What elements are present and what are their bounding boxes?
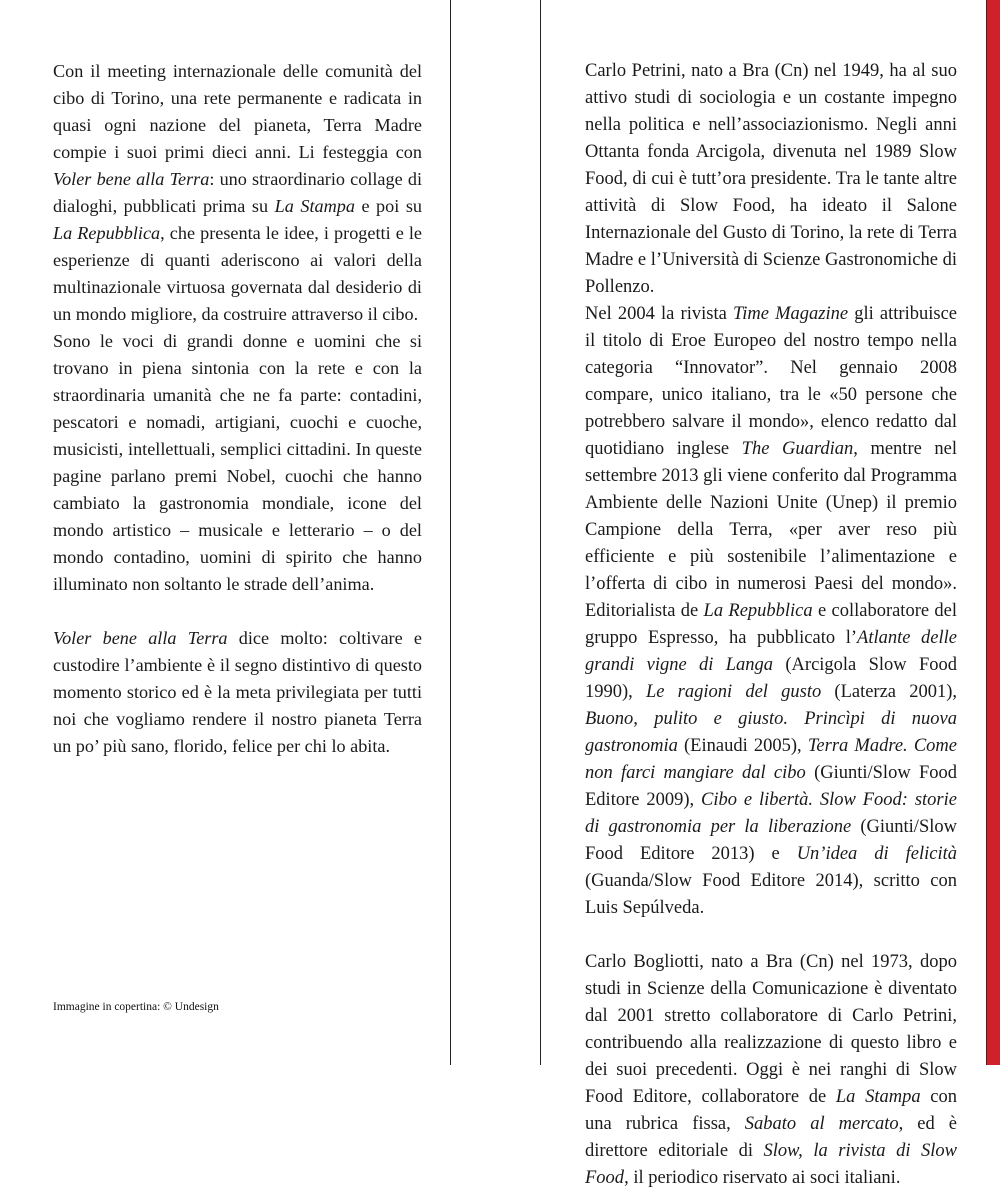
right-paragraph-2: Nel 2004 la rivista Time Magazine gli attribuisce il titolo di Eroe Europeo del nostro tempo nella categoria “Innovator”. Nel gennaio 2008 compare, unico italiano, tra le «50 persone che potrebbero salvare il mondo», elenco redatto dal quotidiano inglese The Guardian, mentre nel settembre 2013 gli viene conferito dal Programma Ambiente delle Nazioni Unite (Unep) il premio Campione della Terra, «per aver reso più efficiente e più sostenibile l’alimentazione e l’offerta di cibo in numerosi Paesi del mondo». Editorialista de La Repubblica e collaboratore del gruppo Espresso, ha pubblicato l’Atlante delle grandi vigne di Langa (Arcigola Slow Food 1990), Le ragioni del gusto (Laterza 2001), Buono, pulito e giusto. Princìpi di nuova gastronomia (Einaudi 2005), Terra Madre. Come non farci mangiare dal cibo (Giunti/Slow Food Editore 2009), Cibo e libertà. Slow Food: storie di gastronomia per la liberazione (Giunti/Slow Food Editore 2013) e Un’idea di felicità (Guanda/Slow Food Editore 2014), scritto con Luis Sepúlveda. bbox=[585, 304, 957, 918]
paragraph-gap bbox=[53, 598, 422, 625]
rp3-lastampa: La Stampa bbox=[835, 1087, 921, 1107]
lp1-c: e poi su bbox=[354, 196, 422, 216]
rp2-guardian: The Guardian bbox=[741, 439, 854, 459]
rp2-atlante: Atlante delle grandi vigne di Langa bbox=[585, 628, 957, 675]
right-paragraph-1: Carlo Petrini, nato a Bra (Cn) nel 1949, ha al suo attivo studi di sociologia e un costante impegno nella politica e nell’associazionismo. Negli anni Ottanta fonda Arcigola, divenuta nel 1989 Slow Food, di cui è tutt’ora presidente. Tra le tante altre attività di Slow Food, ha ideato il Salone Internazionale del Gusto di Torino, la rete di Terra Madre e l’Università di Scienze Gastronomiche di Pollenzo. bbox=[585, 61, 957, 297]
lp1-lastampa: La Stampa bbox=[274, 196, 355, 216]
left-page-text bbox=[53, 58, 422, 760]
rp3-sabato: Sabato al mercato bbox=[744, 1114, 899, 1134]
cover-image-credit: Immagine in copertina: © Undesign bbox=[53, 1001, 219, 1013]
lp3-title: Voler bene alla Terra bbox=[53, 628, 228, 648]
lp1-b: : uno straordinario collage di dialoghi, pubblicati prima su bbox=[53, 169, 422, 216]
right-page-text bbox=[585, 58, 957, 1192]
lp1-title: Voler bene alla Terra bbox=[53, 169, 210, 189]
lp1-d: , che presenta le idee, i progetti e le esperienze di quanti aderiscono ai valori della multinazionale virtuosa governata dal desiderio di un mondo migliore, da costruire attraverso il cibo. bbox=[53, 223, 422, 324]
rp2-buono: Buono, pulito e giusto. Princìpi di nuova gastronomia bbox=[585, 709, 957, 756]
paragraph-gap bbox=[585, 922, 957, 949]
rp2-terra-madre: Terra Madre. Come non farci mangiare dal cibo bbox=[585, 736, 957, 783]
left-paragraph-3: Voler bene alla Terra dice molto: coltivare e custodire l’ambiente è il segno distintivo di questo momento storico ed è la meta privilegiata per tutti noi che vogliamo rendere il nostro pianeta Terra un po’ più sano, florido, felice per chi lo abita. bbox=[53, 628, 422, 756]
rp2-repubblica: La Repubblica bbox=[703, 601, 813, 621]
left-paragraph-2: Sono le voci di grandi donne e uomini che si trovano in piena sintonia con la rete e con la straordinaria umanità che ne fa parte: contadini, pescatori e nomadi, artigiani, cuochi e cuoche, musicisti, intellettuali, semplici cittadini. In queste pagine parlano premi Nobel, cuochi che hanno cambiato la gastronomia mondiale, icone del mondo artistico – musicale e letterario – o del mondo contadino, uomini di spirito che hanno illuminato non soltanto le strade dell’anima. bbox=[53, 331, 422, 594]
rp2-time: Time Magazine bbox=[732, 304, 849, 324]
lp1-a: Con il meeting internazionale delle comunità del cibo di Torino, una rete permanente e radicata in quasi ogni nazione del pianeta, Terra Madre compie i suoi primi dieci anni. Li festeggia con bbox=[53, 61, 422, 162]
rp3-slow: Slow, la rivista di Slow Food bbox=[585, 1141, 957, 1188]
gutter bbox=[451, 0, 539, 1065]
rp2-idea: Un’idea di felicità bbox=[796, 844, 957, 864]
left-paragraph-1 bbox=[53, 58, 422, 328]
rp2-ragioni: Le ragioni del gusto bbox=[645, 682, 822, 702]
lp1-repubblica: La Repubblica bbox=[53, 223, 161, 243]
right-paragraph-3: Carlo Bogliotti, nato a Bra (Cn) nel 1973, dopo studi in Scienze della Comunicazione è diventato dal 2001 stretto collaboratore di Carlo Petrini, contribuendo alla realizzazione di questo libro e dei suoi precedenti. Oggi è nei ranghi di Slow Food Editore, collaboratore de La Stampa con una rubrica fissa, Sabato al mercato, ed è direttore editoriale di Slow, la rivista di Slow Food, il periodico riservato ai soci italiani. bbox=[585, 952, 957, 1188]
red-cover-edge bbox=[987, 0, 1000, 1065]
rp2-cibo: Cibo e libertà. Slow Food: storie di gastronomia per la liberazione bbox=[585, 790, 957, 837]
